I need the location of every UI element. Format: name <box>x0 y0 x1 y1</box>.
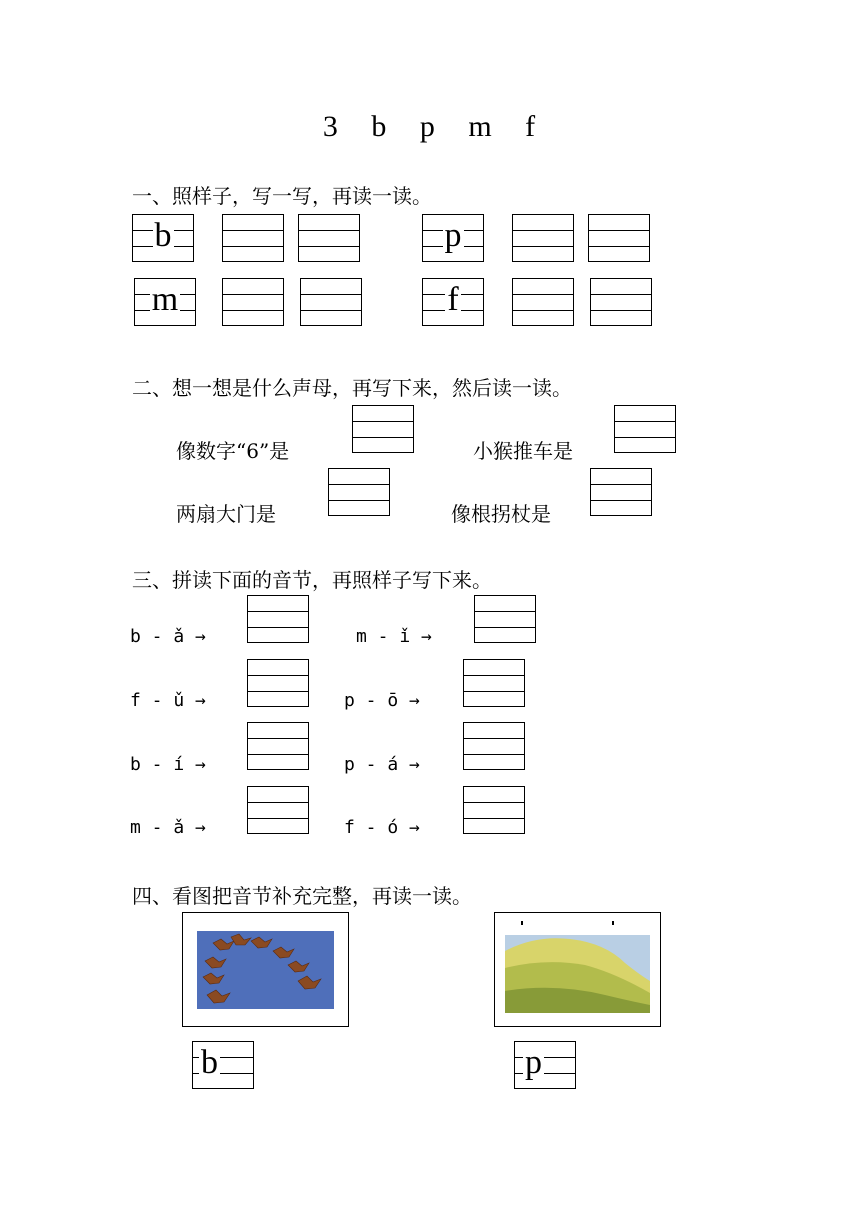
writing-box[interactable] <box>222 278 284 326</box>
pinyin-item: f - ó → <box>344 817 420 838</box>
writing-box-sample-m <box>134 278 196 326</box>
writing-box-sample-b <box>132 214 194 262</box>
answer-box[interactable] <box>328 468 390 516</box>
syllable-box[interactable] <box>247 722 309 770</box>
syllable-box[interactable] <box>463 786 525 834</box>
sample-letter-p: p <box>444 217 462 254</box>
section-1-heading: 一、照样子，写一写，再读一读。 <box>132 184 432 208</box>
answer-box[interactable] <box>590 468 652 516</box>
pinyin-item: b - ǎ → <box>130 626 206 647</box>
sample-letter-b: b <box>154 217 172 254</box>
syllable-box[interactable] <box>247 659 309 707</box>
syllable-box[interactable] <box>247 595 309 643</box>
section-3-heading: 三、拼读下面的音节，再照样子写下来。 <box>132 568 492 592</box>
writing-box[interactable] <box>512 214 574 262</box>
section-4-heading: 四、看图把音节补充完整，再读一读。 <box>132 884 472 908</box>
sample-letter-m: m <box>151 281 179 318</box>
writing-box[interactable] <box>590 278 652 326</box>
page-title: 3 b p m f <box>322 110 538 143</box>
pinyin-item: m - ǐ → <box>356 626 432 647</box>
answer-letter-p: p <box>525 1044 542 1081</box>
picture-birds <box>182 912 349 1027</box>
writing-box[interactable] <box>298 214 360 262</box>
answer-box[interactable] <box>614 405 676 453</box>
pinyin-item: f - ǔ → <box>130 690 206 711</box>
syllable-box[interactable] <box>463 659 525 707</box>
writing-box[interactable] <box>300 278 362 326</box>
pinyin-item: m - ǎ → <box>130 817 206 838</box>
answer-box-hill[interactable] <box>514 1041 576 1089</box>
birds-illustration <box>183 913 348 1026</box>
sample-letter-f: f <box>447 281 459 318</box>
riddle-label: 像数字“6”是 <box>176 439 290 463</box>
riddle-label: 小猴推车是 <box>473 439 573 463</box>
section-2-heading: 二、想一想是什么声母，再写下来，然后读一读。 <box>132 376 572 400</box>
writing-box[interactable] <box>588 214 650 262</box>
syllable-box[interactable] <box>247 786 309 834</box>
writing-box-sample-p <box>422 214 484 262</box>
writing-box-sample-f <box>422 278 484 326</box>
hill-illustration <box>495 913 660 1026</box>
answer-letter-b: b <box>201 1044 218 1081</box>
answer-box-birds[interactable] <box>192 1041 254 1089</box>
riddle-label: 两扇大门是 <box>176 502 276 526</box>
writing-box[interactable] <box>512 278 574 326</box>
writing-box[interactable] <box>222 214 284 262</box>
pinyin-item: p - ō → <box>344 690 420 711</box>
syllable-box[interactable] <box>474 595 536 643</box>
syllable-box[interactable] <box>463 722 525 770</box>
pinyin-item: b - í → <box>130 754 206 775</box>
answer-box[interactable] <box>352 405 414 453</box>
riddle-label: 像根拐杖是 <box>451 502 551 526</box>
pinyin-item: p - á → <box>344 754 420 775</box>
picture-hill <box>494 912 661 1027</box>
